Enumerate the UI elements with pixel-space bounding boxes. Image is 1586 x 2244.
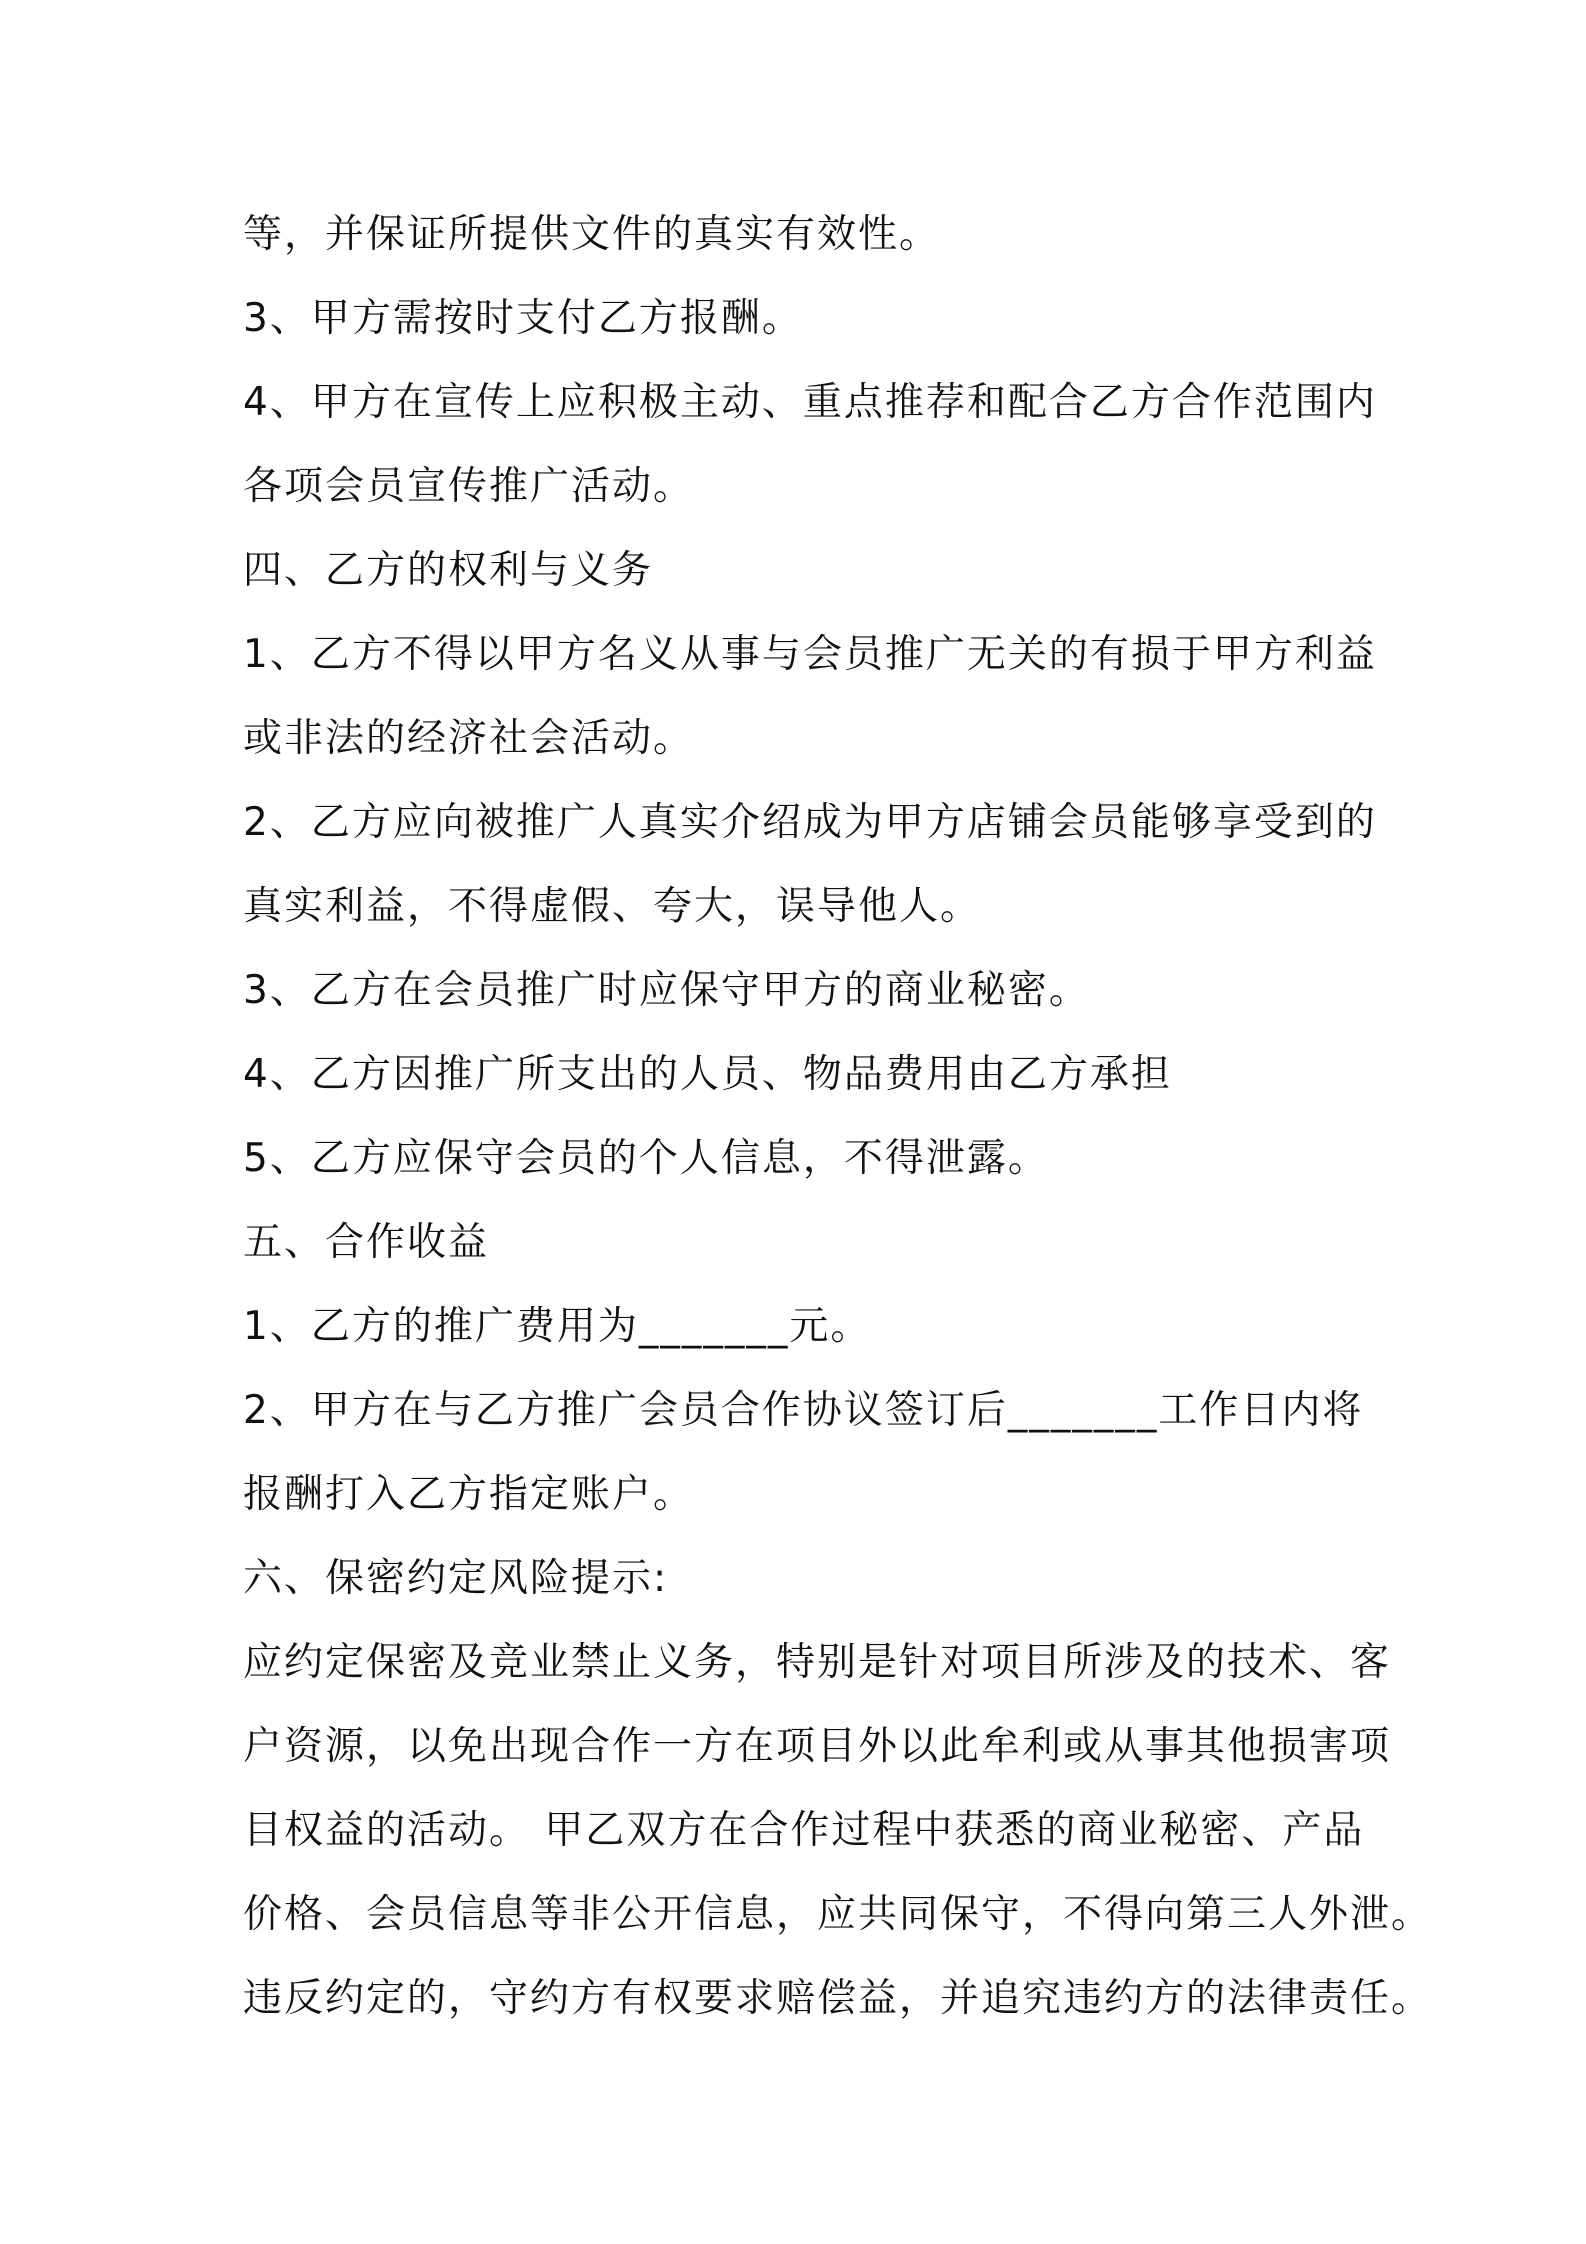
text-line-7: 或非法的经济社会活动。: [243, 716, 695, 761]
text-line-22: 违反约定的，守约方有权要求赔偿益，并追究违约方的法律责任。: [243, 1976, 1433, 2021]
text-line-10: 3、乙方在会员推广时应保守甲方的商业秘密。: [243, 968, 1090, 1013]
text-line-12: 5、乙方应保守会员的个人信息，不得泄露。: [243, 1136, 1049, 1181]
text-line-8: 2、乙方应向被推广人真实介绍成为甲方店铺会员能够享受到的: [243, 800, 1377, 845]
text-line-14: 1、乙方的推广费用为_______元。: [243, 1304, 872, 1349]
section-heading-4: 四、乙方的权利与义务: [243, 548, 654, 593]
text-line-18: 应约定保密及竞业禁止义务，特别是针对项目所涉及的技术、客: [243, 1640, 1392, 1685]
text-line-19: 户资源，以免出现合作一方在项目外以此牟利或从事其他损害项: [243, 1724, 1392, 1769]
text-line-6: 1、乙方不得以甲方名义从事与会员推广无关的有损于甲方利益: [243, 632, 1377, 677]
text-line-20: 目权益的活动。 甲乙双方在合作过程中获悉的商业秘密、产品: [243, 1808, 1365, 1853]
text-line-21: 价格、会员信息等非公开信息，应共同保守，不得向第三人外泄。: [243, 1892, 1433, 1937]
text-line-1: 等，并保证所提供文件的真实有效性。: [243, 212, 941, 257]
text-line-11: 4、乙方因推广所支出的人员、物品费用由乙方承担: [243, 1052, 1172, 1097]
document-body: [243, 193, 1433, 2041]
text-line-16: 报酬打入乙方指定账户。: [243, 1472, 695, 1517]
section-heading-6: 六、保密约定风险提示:: [243, 1556, 669, 1601]
text-line-15: 2、甲方在与乙方推广会员合作协议签订后_______工作日内将: [243, 1388, 1364, 1433]
text-line-9: 真实利益，不得虚假、夸大，误导他人。: [243, 884, 982, 929]
section-heading-5: 五、合作收益: [243, 1220, 490, 1265]
text-line-3: 4、甲方在宣传上应积极主动、重点推荐和配合乙方合作范围内: [243, 380, 1377, 425]
text-line-2: 3、甲方需按时支付乙方报酬。: [243, 296, 803, 341]
text-line-4: 各项会员宣传推广活动。: [243, 464, 695, 509]
